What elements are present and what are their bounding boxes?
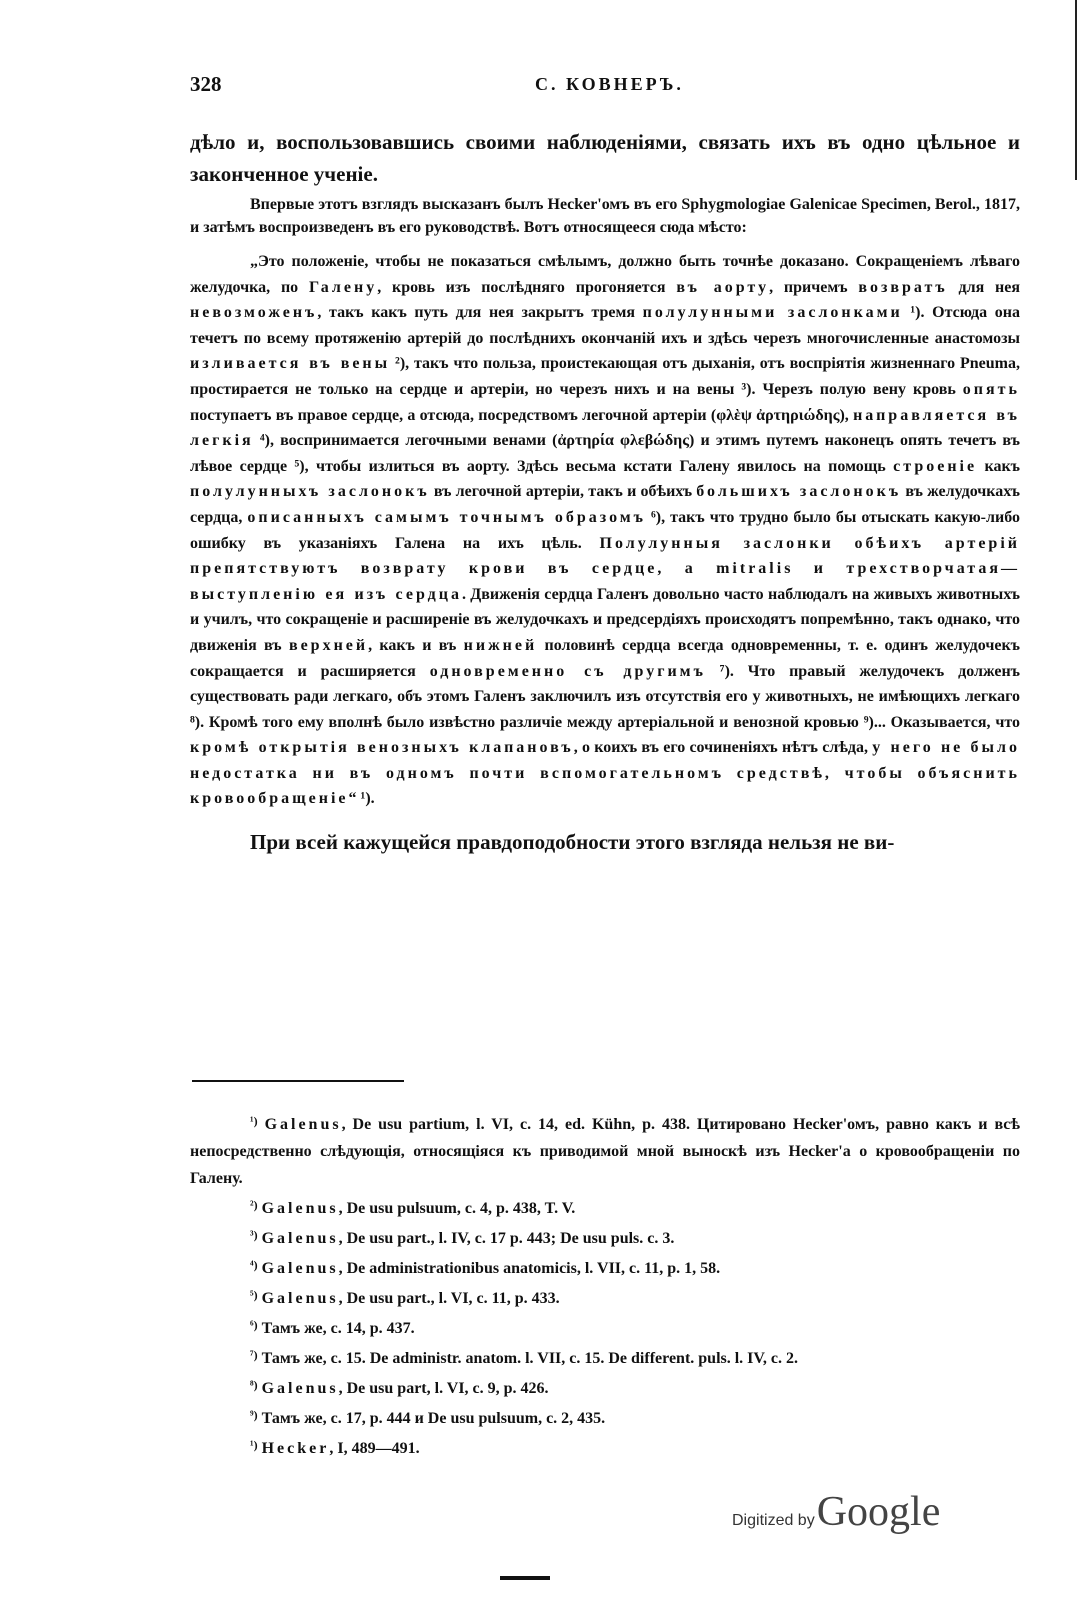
quote-emphasis: полулунными заслонками <box>642 304 903 322</box>
google-logo: Google <box>816 1489 941 1535</box>
quote-text: , такъ какъ путь для нея закрытъ тремя <box>317 304 643 322</box>
quote-text: ⁷). Что правый желудочекъ долженъ существовать ради легкаго, объ этомъ Галенъ заключилъ изъ отсутствія его у животныхъ, не имѣющихъ легкаго ⁸). Кромѣ того ему вполнѣ было извѣстно различіе между артеріальной и венозной кровью ⁹)... Оказывается, что <box>190 662 1021 731</box>
quote-text: ⁶), такъ что трудно было бы отыскать какую-либо ошибку въ указаніяхъ Галена на ихъ цѣль. <box>190 508 1020 552</box>
quote-emphasis: Галену <box>309 278 378 296</box>
quote-emphasis: направляется въ легкія <box>190 406 1021 450</box>
running-head: С. КОВНЕРЪ. <box>535 74 684 94</box>
footnote <box>190 1222 1020 1252</box>
quote-text: , о коихъ въ его сочиненіяхъ нѣтъ слѣда, <box>573 739 873 757</box>
quote-paragraph <box>190 249 1020 812</box>
footnote-divider <box>192 1080 404 1082</box>
footnote-number: ⁸) <box>250 1378 258 1392</box>
quote-text: . Движенія сердца Галенъ довольно часто наблюдалъ на живыхъ животныхъ и училъ, что сокращеніе и расширеніе въ желудочкахъ и предсердіяхъ происходятъ попремѣнно, такъ однако, что движенія въ <box>190 585 1020 654</box>
footnote-text: , De usu pulsuum, c. 4, p. 438, T. V. <box>338 1200 576 1217</box>
footnote-author: Galenus <box>261 1290 339 1307</box>
quote-text: “ ¹). <box>348 790 375 808</box>
footnote-number: ¹) <box>250 1114 258 1128</box>
quote-text: ¹). Отсюда она течетъ по всему протяженію артерій до послѣднихъ окончаній ихъ и здѣсь черезъ многочисленные анастомозы <box>190 304 1021 347</box>
footnote-text: Тамъ же, с. 15. De administr. anatom. l. VII, c. 15. De different. puls. l. IV, c. 2. <box>261 1350 798 1367</box>
quote-text: „Это положеніе, чтобы не показаться смѣлымъ, должно быть точнѣе доказано. Сокращеніемъ лѣваго желудочка, по <box>190 253 1020 296</box>
footnote <box>190 1402 1020 1432</box>
quote-emphasis: большихъ заслонокъ <box>696 483 902 501</box>
footnote <box>190 1108 1020 1192</box>
footnote-number: ⁹) <box>250 1408 258 1422</box>
footnote-author: Galenus <box>261 1380 339 1397</box>
footnote <box>190 1312 1020 1342</box>
quote-text: , причемъ <box>769 278 859 296</box>
page-number: 328 <box>190 72 222 96</box>
digitized-label: Digitized by <box>732 1512 815 1529</box>
footnote-number: ⁷) <box>250 1348 258 1362</box>
lead-paragraph: дѣло и, воспользовавшись своими наблюденіями, связать ихъ въ одно цѣльное и законченное ученіе. <box>190 130 1020 186</box>
quote-emphasis: кромѣ открытія венозныхъ клапановъ <box>190 739 574 757</box>
quote-text: ²), такъ что польза, проистекающая отъ дыханія, отъ воспріятія жизненнаго Pneuma, простирается не только на сердце и артеріи, но черезъ нихъ и на вены ³). Черезъ полую вену кровь <box>190 355 1021 398</box>
footnote-author: Galenus <box>261 1230 339 1247</box>
digitized-watermark <box>732 1488 940 1536</box>
footnote-number: ⁴) <box>250 1258 258 1272</box>
quote-emphasis: описанныхъ самымъ точнымъ образомъ <box>247 508 647 526</box>
footnote-number: ⁵) <box>250 1288 258 1302</box>
quote-text: ⁴), воспринимается легочными венами (ἀρτηρία φλεβώδης) и этимъ путемъ наконецъ опять течетъ въ лѣвое сердце ⁵), чтобы излиться въ аорту. Здѣсь весьма кстати Галену явилось на помощь <box>190 432 1020 475</box>
quote-emphasis: возвратъ <box>858 278 948 296</box>
scan-edge-line <box>1075 0 1077 180</box>
footnote-number: ²) <box>250 1198 258 1212</box>
quote-text: поступаетъ въ правое сердце, а отсюда, посредствомъ легочной артеріи (φλὲψ ἀρτηριώδης), <box>190 406 854 424</box>
page-header <box>190 72 1020 102</box>
quote-text: въ легочной артеріи, такъ и обѣихъ <box>429 483 697 501</box>
footnote-number: ⁶) <box>250 1318 258 1332</box>
footnote-text: Тамъ же, с. 17, р. 444 и De usu pulsuum, c. 2, 435. <box>261 1410 606 1427</box>
footnote-author: Hecker <box>261 1440 330 1457</box>
footnote-text: , De usu part., l. IV, c. 17 p. 443; De usu puls. c. 3. <box>338 1230 675 1247</box>
quote-emphasis: полулунныхъ заслонокъ <box>190 483 430 501</box>
quote-text: какъ <box>977 457 1021 475</box>
quote-emphasis: Полулунныя заслонки обѣихъ артерій препятствуютъ возврату крови въ сердце, а mitralis и трехстворчатая—выступленію ея изъ сердца <box>190 534 1020 603</box>
footnote-text: , De usu part, l. VI, c. 9, p. 426. <box>338 1380 549 1397</box>
footnote-author: Galenus <box>261 1260 339 1277</box>
footnote <box>190 1192 1020 1222</box>
quote-emphasis: нижней <box>463 636 538 654</box>
quote-emphasis: опять <box>962 380 1020 398</box>
final-paragraph: При всей кажущейся правдоподобности этого взгляда нельзя не ви- <box>250 830 895 855</box>
footnote-text: Тамъ же, с. 14, р. 437. <box>261 1320 415 1337</box>
footnotes <box>190 1108 1020 1462</box>
quote-emphasis: верхней <box>288 636 369 654</box>
quote-text: для нея <box>947 278 1021 296</box>
quote-text: , какъ и въ <box>368 636 464 654</box>
footnote <box>190 1282 1020 1312</box>
quote-emphasis: изливается въ вены <box>190 355 391 373</box>
footnote-text: , De usu partium, l. VI, c. 14, ed. Kühn, p. 438. Цитировано Hecker'омъ, равно какъ и всѣ непосредственно слѣдующія, относящіяся къ приводимой мной выноскѣ изъ Hecker'а о кровообращеніи по Галену. <box>190 1116 1021 1187</box>
body-text <box>190 126 1020 858</box>
quote-emphasis: въ аорту <box>676 278 770 296</box>
quote-emphasis: строеніе <box>893 457 978 475</box>
footnote <box>190 1372 1020 1402</box>
quote-text: въ желудочкахъ сердца, <box>190 483 1021 526</box>
quote-emphasis: одновременно съ другимъ <box>429 662 706 680</box>
footnote <box>190 1432 1020 1462</box>
quote-text: , кровь изъ послѣдняго прогоняется <box>377 278 677 296</box>
footnote-number: ¹) <box>250 1438 258 1452</box>
quote-text: половинѣ сердца всегда одновременны, т. е. одинъ желудочекъ сокращается и расширяется <box>190 636 1021 680</box>
footnote-text: , De usu part., l. VI, c. 11, p. 433. <box>338 1290 560 1307</box>
scan-bottom-mark <box>500 1576 550 1580</box>
footnote-author: Galenus <box>264 1116 342 1133</box>
footnote-text: , De administrationibus anatomicis, l. VII, c. 11, p. 1, 58. <box>338 1260 721 1277</box>
footnote-number: ³) <box>250 1228 258 1242</box>
footnote-text: , I, 489—491. <box>329 1440 420 1457</box>
footnote-author: Galenus <box>261 1200 339 1217</box>
quote-emphasis: невозможенъ <box>190 304 318 322</box>
footnote <box>190 1342 1020 1372</box>
quote-emphasis: у него не было недостатка ни въ одномъ почти вспомогательномъ средствѣ, чтобы объяснить кровообращеніе <box>190 739 1020 808</box>
footnote <box>190 1252 1020 1282</box>
intro-paragraph: Впервые этотъ взглядъ высказанъ былъ Hecker'омъ въ его Sphygmologiae Galenicae Specimen, Berol., 1817, и затѣмъ воспроизведенъ въ его руководствѣ. Вотъ относящееся сюда мѣсто: <box>190 196 1020 236</box>
